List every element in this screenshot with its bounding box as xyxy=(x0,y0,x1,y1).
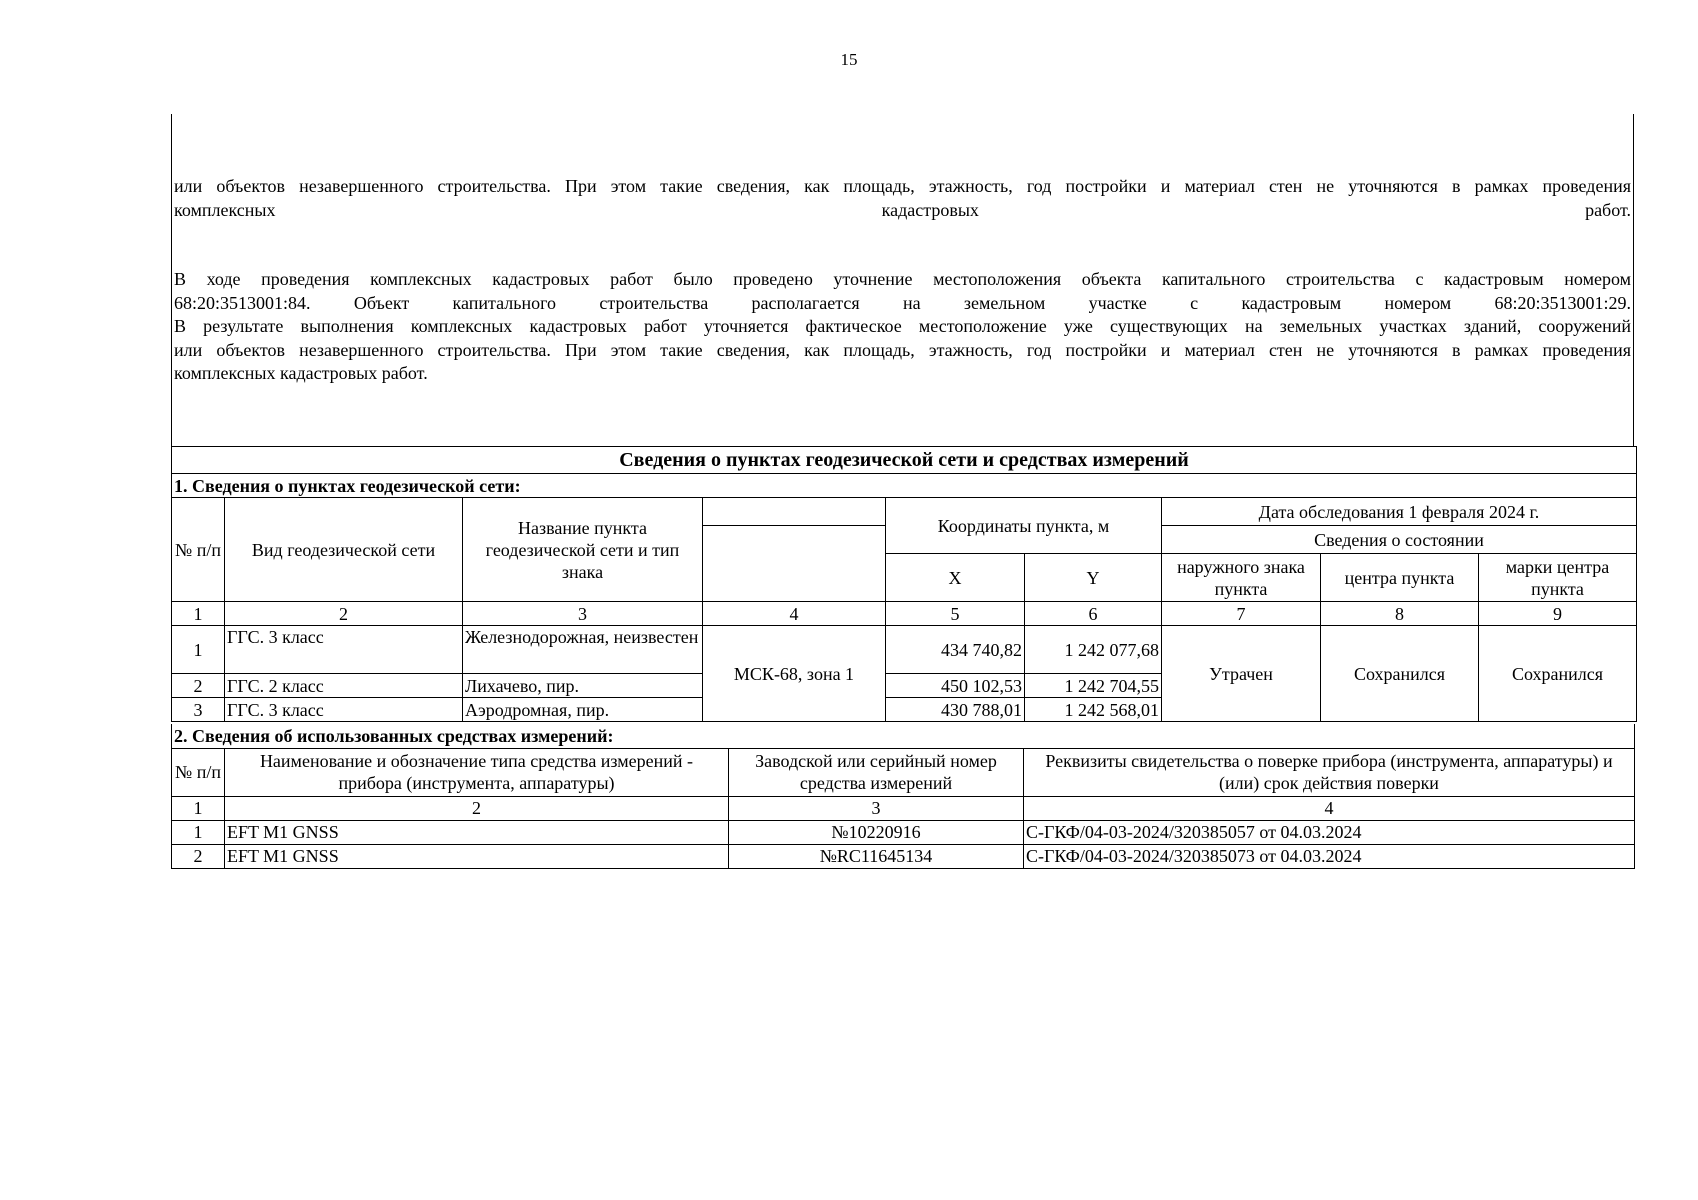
section-1-heading: 1. Сведения о пунктах геодезической сети: xyxy=(172,474,1637,498)
col-number: 3 xyxy=(729,796,1024,820)
row-certificate: С-ГКФ/04-03-2024/320385057 от 04.03.2024 xyxy=(1024,820,1635,844)
row-y: 1 242 077,68 xyxy=(1025,626,1162,674)
row-serial: №RC11645134 xyxy=(729,844,1024,868)
col-number: 3 xyxy=(463,602,703,626)
row-num: 1 xyxy=(172,820,225,844)
header-num: № п/п xyxy=(172,748,225,796)
header-outer-mark: наружного знака пункта xyxy=(1162,554,1321,602)
col-number: 1 xyxy=(172,796,225,820)
row-instrument-name: EFT M1 GNSS xyxy=(225,820,729,844)
header-coordinates: Координаты пункта, м xyxy=(886,498,1162,554)
column-number-row xyxy=(172,602,1637,626)
header-gap-left xyxy=(703,498,886,526)
header-center: центра пункта xyxy=(1321,554,1479,602)
row-network: ГГС. 2 класс xyxy=(225,674,463,698)
row-certificate: С-ГКФ/04-03-2024/320385073 от 04.03.2024 xyxy=(1024,844,1635,868)
page-number: 15 xyxy=(840,50,858,69)
coordinate-system: МСК-68, зона 1 xyxy=(703,626,886,722)
col-number: 7 xyxy=(1162,602,1321,626)
col-number: 2 xyxy=(225,602,463,626)
header-point-name: Название пункта геодезической сети и тип знака xyxy=(463,498,703,602)
row-num: 2 xyxy=(172,674,225,698)
col-number: 6 xyxy=(1025,602,1162,626)
header-num: № п/п xyxy=(172,498,225,602)
row-point-name: Лихачево, пир. xyxy=(463,674,703,698)
col-number: 2 xyxy=(225,796,729,820)
header-system-col xyxy=(703,526,886,602)
row-instrument-name: EFT M1 GNSS xyxy=(225,844,729,868)
row-network: ГГС. 3 класс xyxy=(225,698,463,722)
paragraph-2-line-3: В результате выполнения комплексных кадастровых работ уточняется фактическое местоположение уже существующих на земельных участках зданий, сооружений xyxy=(174,316,1631,336)
status-outer-mark: Утрачен xyxy=(1162,626,1321,722)
paragraph-2-line-1: В ходе проведения комплексных кадастровых работ было проведено уточнение местоположения объекта капитального строительства с кадастровым номером xyxy=(174,269,1631,289)
row-num: 3 xyxy=(172,698,225,722)
section-2-heading: 2. Сведения об использованных средствах измерений: xyxy=(172,724,1635,748)
col-number: 1 xyxy=(172,602,225,626)
paragraph-2-line-5: комплексных кадастровых работ. xyxy=(174,363,428,383)
header-x: X xyxy=(886,554,1025,602)
row-y: 1 242 568,01 xyxy=(1025,698,1162,722)
geodetic-network-table xyxy=(171,446,1637,722)
header-state: Сведения о состоянии xyxy=(1162,526,1637,554)
row-point-name: Аэродромная, пир. xyxy=(463,698,703,722)
table-title: Сведения о пунктах геодезической сети и средствах измерений xyxy=(172,447,1637,474)
row-x: 430 788,01 xyxy=(886,698,1025,722)
col-number: 4 xyxy=(703,602,886,626)
header-center-mark: марки центра пункта xyxy=(1479,554,1637,602)
header-instrument-name: Наименование и обозначение типа средства измерений - прибора (инструмента, аппаратуры) xyxy=(225,748,729,796)
col-number: 9 xyxy=(1479,602,1637,626)
table-row xyxy=(172,626,1637,674)
instruments-table xyxy=(171,724,1635,869)
row-y: 1 242 704,55 xyxy=(1025,674,1162,698)
header-serial: Заводской или серийный номер средства измерений xyxy=(729,748,1024,796)
header-survey-date: Дата обследования 1 февраля 2024 г. xyxy=(1162,498,1637,526)
table-row xyxy=(172,844,1635,868)
paragraph-2-line-4: или объектов незавершенного строительства. При этом такие сведения, как площадь, этажность, год постройки и материал стен не уточняются в рамках проведения xyxy=(174,339,1631,360)
header-y: Y xyxy=(1025,554,1162,602)
paragraph-2 xyxy=(174,268,1631,386)
row-serial: №10220916 xyxy=(729,820,1024,844)
row-network: ГГС. 3 класс xyxy=(225,626,463,674)
row-x: 450 102,53 xyxy=(886,674,1025,698)
col-number: 4 xyxy=(1024,796,1635,820)
paragraph-1-line-1: или объектов незавершенного строительства. При этом такие сведения, как площадь, этажность, год постройки и материал стен не уточняются в рамках проведения xyxy=(174,176,1631,196)
col-number: 5 xyxy=(886,602,1025,626)
col-number: 8 xyxy=(1321,602,1479,626)
paragraph-1 xyxy=(174,175,1631,222)
paragraph-2-line-2: 68:20:3513001:84. Объект капитального строительства располагается на земельном участке с кадастровым номером 68:20:3513001:29. xyxy=(174,292,1631,313)
row-num: 2 xyxy=(172,844,225,868)
table-row xyxy=(172,820,1635,844)
column-number-row xyxy=(172,796,1635,820)
status-center: Сохранился xyxy=(1321,626,1479,722)
row-num: 1 xyxy=(172,626,225,674)
header-certificate: Реквизиты свидетельства о поверке прибора (инструмента, аппаратуры) и (или) срок действия поверки xyxy=(1024,748,1635,796)
row-point-name: Железнодорожная, неизвестен xyxy=(463,626,703,674)
status-center-mark: Сохранился xyxy=(1479,626,1637,722)
paragraph-1-line-2: комплексных кадастровых работ. xyxy=(174,199,1631,220)
row-x: 434 740,82 xyxy=(886,626,1025,674)
header-network-type: Вид геодезической сети xyxy=(225,498,463,602)
